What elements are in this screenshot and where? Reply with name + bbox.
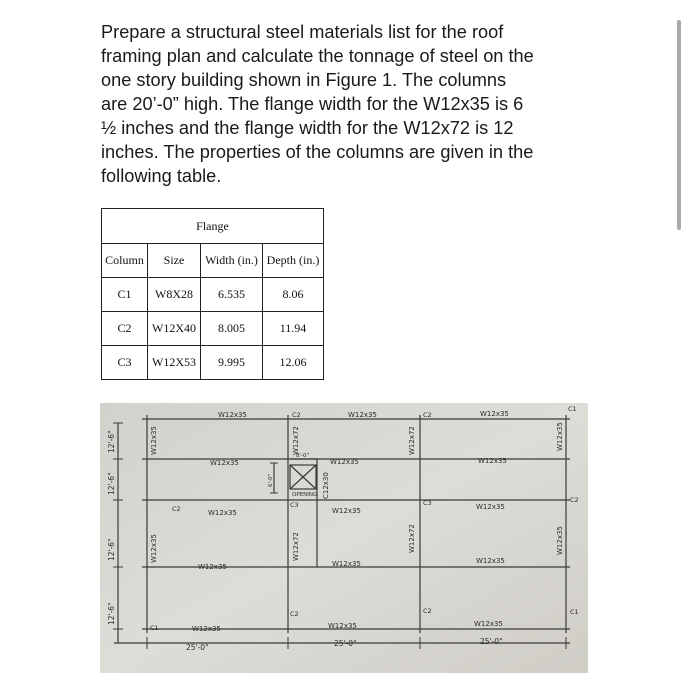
dimension-label: 12'-6" — [107, 538, 116, 561]
dimension-label: 12'-6" — [107, 602, 116, 625]
beam-label: W12x35 — [198, 563, 227, 571]
roof-framing-plan-photo — [100, 403, 588, 673]
roof-framing-plan-drawing — [100, 403, 588, 673]
problem-line: following table. — [101, 166, 222, 186]
beam-label: W12x35 — [474, 620, 503, 628]
girder-label: W12x72 — [408, 524, 416, 553]
paper-background — [100, 403, 588, 673]
table-row — [102, 312, 324, 346]
column-header: Size — [148, 244, 201, 278]
problem-line: Prepare a structural steel materials list for the roof — [101, 22, 504, 42]
table-group-header-row — [102, 209, 324, 244]
girder-label: W12x35 — [150, 534, 158, 563]
beam-label: W12x35 — [478, 457, 507, 465]
table-cell: 9.995 — [201, 346, 263, 380]
table-cell: 12.06 — [263, 346, 324, 380]
beam-label: W12x35 — [218, 411, 247, 419]
beam-label: W12x35 — [330, 458, 359, 466]
table-cell: 8.06 — [263, 278, 324, 312]
table-cell: W12X53 — [148, 346, 201, 380]
opening-dimension-vertical: 6'-0" — [268, 473, 274, 487]
girder-label: W12x72 — [408, 426, 416, 455]
girder-label: W12x72 — [292, 426, 300, 455]
beam-label: W12x35 — [476, 557, 505, 565]
column-label: C1 — [568, 405, 577, 413]
table-cell: W8X28 — [148, 278, 201, 312]
beam-label: W12x35 — [210, 459, 239, 467]
column-header: Depth (in.) — [263, 244, 324, 278]
beam-label: W12x35 — [480, 410, 509, 418]
column-header: Width (in.) — [201, 244, 263, 278]
table-cell: 6.535 — [201, 278, 263, 312]
beam-label: W12x35 — [476, 503, 505, 511]
column-header: Column — [102, 244, 148, 278]
beam-label: W12x35 — [332, 507, 361, 515]
column-label: C2 — [292, 411, 301, 419]
problem-line: one story building shown in Figure 1. The columns — [101, 70, 507, 90]
beam-label: W12x35 — [332, 560, 361, 568]
girder-label: C12x30 — [322, 472, 330, 499]
table-header-row — [102, 244, 324, 278]
table-cell: C3 — [102, 346, 148, 380]
table-row — [102, 346, 324, 380]
dimension-label: 25'-0" — [334, 639, 357, 648]
girder-label: W12x35 — [556, 422, 564, 451]
dimension-label: 12'-6" — [107, 430, 116, 453]
opening-dimension: 8'-0" — [296, 453, 310, 459]
column-properties-table — [101, 208, 324, 380]
column-label: C2 — [423, 607, 432, 615]
column-label: C2 — [570, 496, 579, 504]
dimension-label: 12'-6" — [107, 472, 116, 495]
beam-label: W12x35 — [328, 622, 357, 630]
dimension-label: 25'-0" — [186, 643, 209, 652]
vertical-scrollbar[interactable] — [677, 20, 681, 230]
table-cell: W12X40 — [148, 312, 201, 346]
table-cell: C1 — [102, 278, 148, 312]
beam-label: W12x35 — [348, 411, 377, 419]
problem-line: inches. The properties of the columns are given in the — [101, 142, 534, 162]
girder-label: W12x35 — [556, 526, 564, 555]
column-label: C1 — [570, 608, 579, 616]
column-label: C2 — [423, 411, 432, 419]
problem-statement — [101, 20, 641, 188]
column-label: C2 — [290, 610, 299, 618]
girder-label: W12x35 — [150, 426, 158, 455]
column-label: C1 — [150, 624, 159, 632]
opening-label: OPENING — [292, 492, 318, 498]
flange-group-header: Flange — [102, 209, 324, 244]
column-label: C3 — [290, 501, 299, 509]
problem-line: ½ inches and the flange width for the W12x72 is 12 — [101, 118, 514, 138]
table-cell: 8.005 — [201, 312, 263, 346]
table-cell: C2 — [102, 312, 148, 346]
table-cell: 11.94 — [263, 312, 324, 346]
beam-label: W12x35 — [208, 509, 237, 517]
problem-line: framing plan and calculate the tonnage of steel on the — [101, 46, 534, 66]
beam-label: W12x35 — [192, 625, 221, 633]
dimension-label: 25'-0" — [480, 637, 503, 646]
table-row — [102, 278, 324, 312]
column-label: C3 — [423, 499, 432, 507]
girder-label: W12x72 — [292, 532, 300, 561]
column-label: C2 — [172, 505, 181, 513]
problem-line: are 20’-0” high. The flange width for the W12x35 is 6 — [101, 94, 524, 114]
